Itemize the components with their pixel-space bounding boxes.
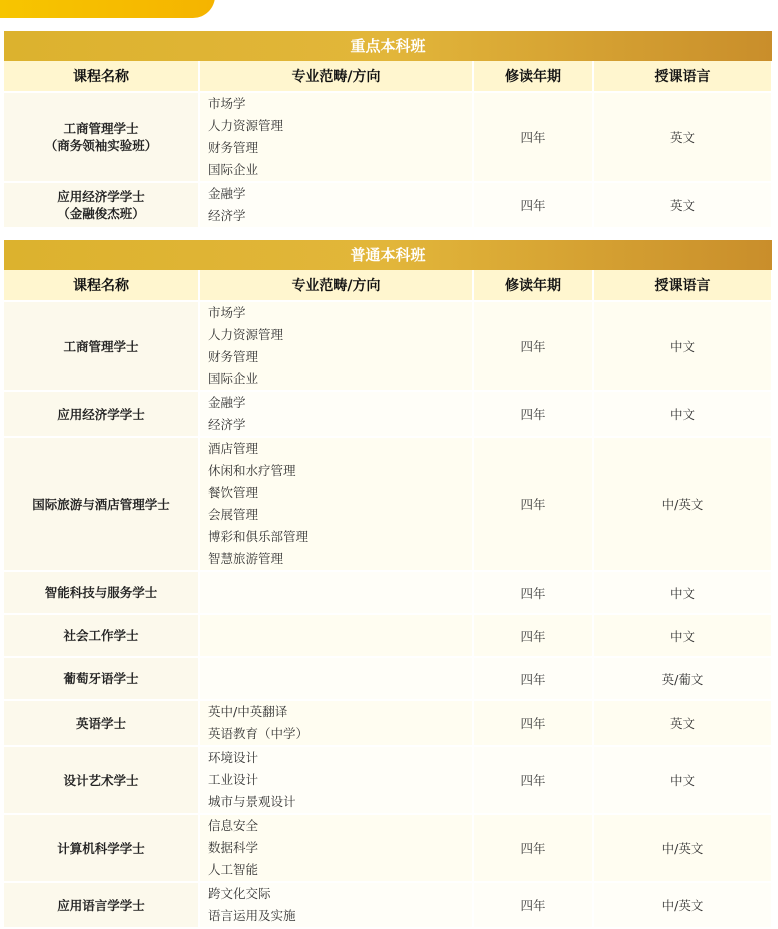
course-name-cell	[4, 657, 199, 700]
regular-undergrad-section	[4, 240, 772, 929]
table-row	[4, 437, 772, 571]
years-cell: 四年	[473, 614, 593, 657]
direction-item: 国际企业	[208, 162, 259, 177]
direction-cell	[199, 657, 473, 700]
years-cell: 四年	[473, 182, 593, 228]
direction-item: 休闲和水疗管理	[208, 463, 296, 478]
language-cell: 中文	[593, 301, 772, 391]
direction-item: 国际企业	[208, 371, 259, 386]
section-title: 普通本科班	[4, 240, 772, 270]
course-name-line: （金融俊杰班）	[57, 206, 145, 221]
direction-cell	[199, 391, 473, 437]
table-header-row	[4, 61, 772, 92]
course-name-line: 智能科技与服务学士	[44, 585, 158, 600]
course-name-line: 社会工作学士	[63, 628, 139, 643]
course-name-line: 计算机科学学士	[57, 840, 145, 856]
direction-item: 英语教育（中学）	[208, 726, 309, 741]
table-row	[4, 882, 772, 928]
table-row	[4, 746, 772, 814]
language-cell: 英文	[593, 182, 772, 228]
col-header-course: 课程名称	[4, 270, 199, 301]
col-header-language: 授课语言	[593, 61, 772, 92]
course-name-cell	[4, 391, 199, 437]
direction-item: 经济学	[208, 208, 246, 223]
years-cell: 四年	[473, 92, 593, 182]
col-header-course: 课程名称	[4, 61, 199, 92]
years-cell: 四年	[473, 391, 593, 437]
course-name-cell	[4, 301, 199, 391]
direction-item: 财务管理	[208, 349, 259, 364]
course-name-line: 工商管理学士	[63, 121, 139, 136]
course-name-cell	[4, 746, 199, 814]
direction-item: 财务管理	[208, 140, 259, 155]
direction-item: 博彩和俱乐部管理	[208, 529, 309, 544]
col-header-direction: 专业范畴/方向	[199, 61, 473, 92]
direction-cell	[199, 182, 473, 228]
section-title: 重点本科班	[4, 31, 772, 61]
direction-item: 人力资源管理	[208, 327, 284, 342]
course-name-cell	[4, 882, 199, 928]
course-name-line: 工商管理学士	[63, 338, 139, 354]
table-header-row	[4, 270, 772, 301]
direction-item: 酒店管理	[208, 441, 259, 456]
language-cell: 中/英文	[593, 437, 772, 571]
direction-item: 餐饮管理	[208, 485, 259, 500]
course-name-line: 应用语言学学士	[57, 897, 145, 913]
direction-item: 市场学	[208, 305, 246, 320]
direction-item: 市场学	[208, 96, 246, 111]
direction-item: 语言运用及实施	[208, 908, 296, 923]
language-cell: 英文	[593, 92, 772, 182]
course-name-cell	[4, 182, 199, 228]
table-row	[4, 700, 772, 746]
top-tab-decoration	[0, 0, 215, 18]
direction-item: 金融学	[208, 186, 246, 201]
course-name-line: 应用经济学学士	[57, 189, 145, 204]
years-cell: 四年	[473, 700, 593, 746]
language-cell: 中文	[593, 391, 772, 437]
language-cell: 英文	[593, 700, 772, 746]
years-cell: 四年	[473, 746, 593, 814]
col-header-language: 授课语言	[593, 270, 772, 301]
direction-cell	[199, 571, 473, 614]
direction-item: 环境设计	[208, 750, 259, 765]
direction-cell	[199, 614, 473, 657]
direction-cell	[199, 814, 473, 882]
direction-item: 会展管理	[208, 507, 259, 522]
direction-cell	[199, 882, 473, 928]
direction-cell	[199, 92, 473, 182]
direction-item: 跨文化交际	[208, 886, 271, 901]
language-cell: 中/英文	[593, 882, 772, 928]
table-row	[4, 657, 772, 700]
direction-cell	[199, 700, 473, 746]
course-name-cell	[4, 437, 199, 571]
table-row	[4, 182, 772, 228]
years-cell: 四年	[473, 301, 593, 391]
table-row	[4, 614, 772, 657]
years-cell: 四年	[473, 437, 593, 571]
years-cell: 四年	[473, 814, 593, 882]
course-name-line: 设计艺术学士	[63, 772, 139, 788]
course-name-line: 英语学士	[75, 715, 126, 731]
language-cell: 中文	[593, 571, 772, 614]
table-row	[4, 301, 772, 391]
col-header-years: 修读年期	[473, 270, 593, 301]
direction-item: 金融学	[208, 395, 246, 410]
direction-cell	[199, 437, 473, 571]
key-undergrad-section	[4, 31, 772, 229]
col-header-direction: 专业范畴/方向	[199, 270, 473, 301]
course-table	[4, 270, 773, 929]
direction-item: 信息安全	[208, 818, 259, 833]
table-row	[4, 391, 772, 437]
direction-item: 人工智能	[208, 862, 259, 877]
table-row	[4, 92, 772, 182]
language-cell: 中/英文	[593, 814, 772, 882]
direction-item: 经济学	[208, 417, 246, 432]
course-name-cell	[4, 571, 199, 614]
direction-cell	[199, 746, 473, 814]
direction-item: 工业设计	[208, 772, 259, 787]
direction-item: 智慧旅游管理	[208, 551, 284, 566]
direction-cell	[199, 301, 473, 391]
course-name-cell	[4, 700, 199, 746]
direction-item: 英中/中英翻译	[208, 704, 288, 719]
course-name-cell	[4, 92, 199, 182]
table-row	[4, 814, 772, 882]
course-name-cell	[4, 614, 199, 657]
course-name-line: 应用经济学学士	[57, 406, 145, 422]
direction-item: 城市与景观设计	[208, 794, 296, 809]
years-cell: 四年	[473, 657, 593, 700]
table-row	[4, 571, 772, 614]
course-name-line: （商务领袖实验班）	[44, 138, 158, 153]
language-cell: 中文	[593, 614, 772, 657]
years-cell: 四年	[473, 571, 593, 614]
years-cell: 四年	[473, 882, 593, 928]
course-name-line: 葡萄牙语学士	[63, 671, 139, 686]
course-table	[4, 61, 773, 229]
direction-item: 数据科学	[208, 840, 259, 855]
language-cell: 中文	[593, 746, 772, 814]
direction-item: 人力资源管理	[208, 118, 284, 133]
course-name-line: 国际旅游与酒店管理学士	[32, 496, 170, 512]
language-cell: 英/葡文	[593, 657, 772, 700]
course-name-cell	[4, 814, 199, 882]
col-header-years: 修读年期	[473, 61, 593, 92]
